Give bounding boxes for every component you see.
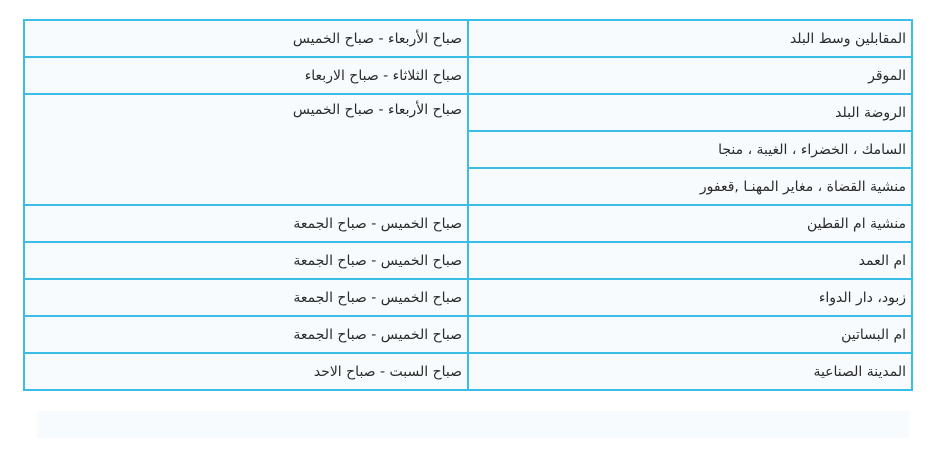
- table-row: [24, 242, 912, 279]
- area-cell: ام البساتين: [468, 316, 912, 353]
- area-cell: الموقر: [468, 57, 912, 94]
- water-schedule-table: [23, 19, 913, 391]
- area-cell: زبود، دار الدواء: [468, 279, 912, 316]
- water-schedule-table-container: [23, 19, 909, 391]
- table-row: [24, 279, 912, 316]
- time-cell: صباح الأربعاء - صباح الخميس: [24, 94, 468, 205]
- time-cell: صباح الخميس - صباح الجمعة: [24, 316, 468, 353]
- area-cell: منشية ام القطين: [468, 205, 912, 242]
- table-row: [24, 205, 912, 242]
- time-cell: صباح الخميس - صباح الجمعة: [24, 242, 468, 279]
- area-cell: السامك ، الخضراء ، الغيبة ، منجا: [468, 131, 912, 168]
- area-cell: الروضة البلد: [468, 94, 912, 131]
- table-row: [24, 353, 912, 390]
- time-cell: صباح الأربعاء - صباح الخميس: [24, 20, 468, 57]
- area-cell: المقابلين وسط البلد: [468, 20, 912, 57]
- table-row: [24, 94, 912, 131]
- time-cell: صباح الثلاثاء - صباح الاربعاء: [24, 57, 468, 94]
- time-cell: صباح الخميس - صباح الجمعة: [24, 279, 468, 316]
- table-row: [24, 57, 912, 94]
- table-row: [24, 20, 912, 57]
- table-row: [24, 316, 912, 353]
- footer-band: [37, 411, 909, 438]
- time-cell: صباح الخميس - صباح الجمعة: [24, 205, 468, 242]
- time-cell: صباح السبت - صباح الاحد: [24, 353, 468, 390]
- area-cell: ام العمد: [468, 242, 912, 279]
- area-cell: منشية القضاة ، مغاير المهنـا ,قعفور: [468, 168, 912, 205]
- area-cell: المدينة الصناعية: [468, 353, 912, 390]
